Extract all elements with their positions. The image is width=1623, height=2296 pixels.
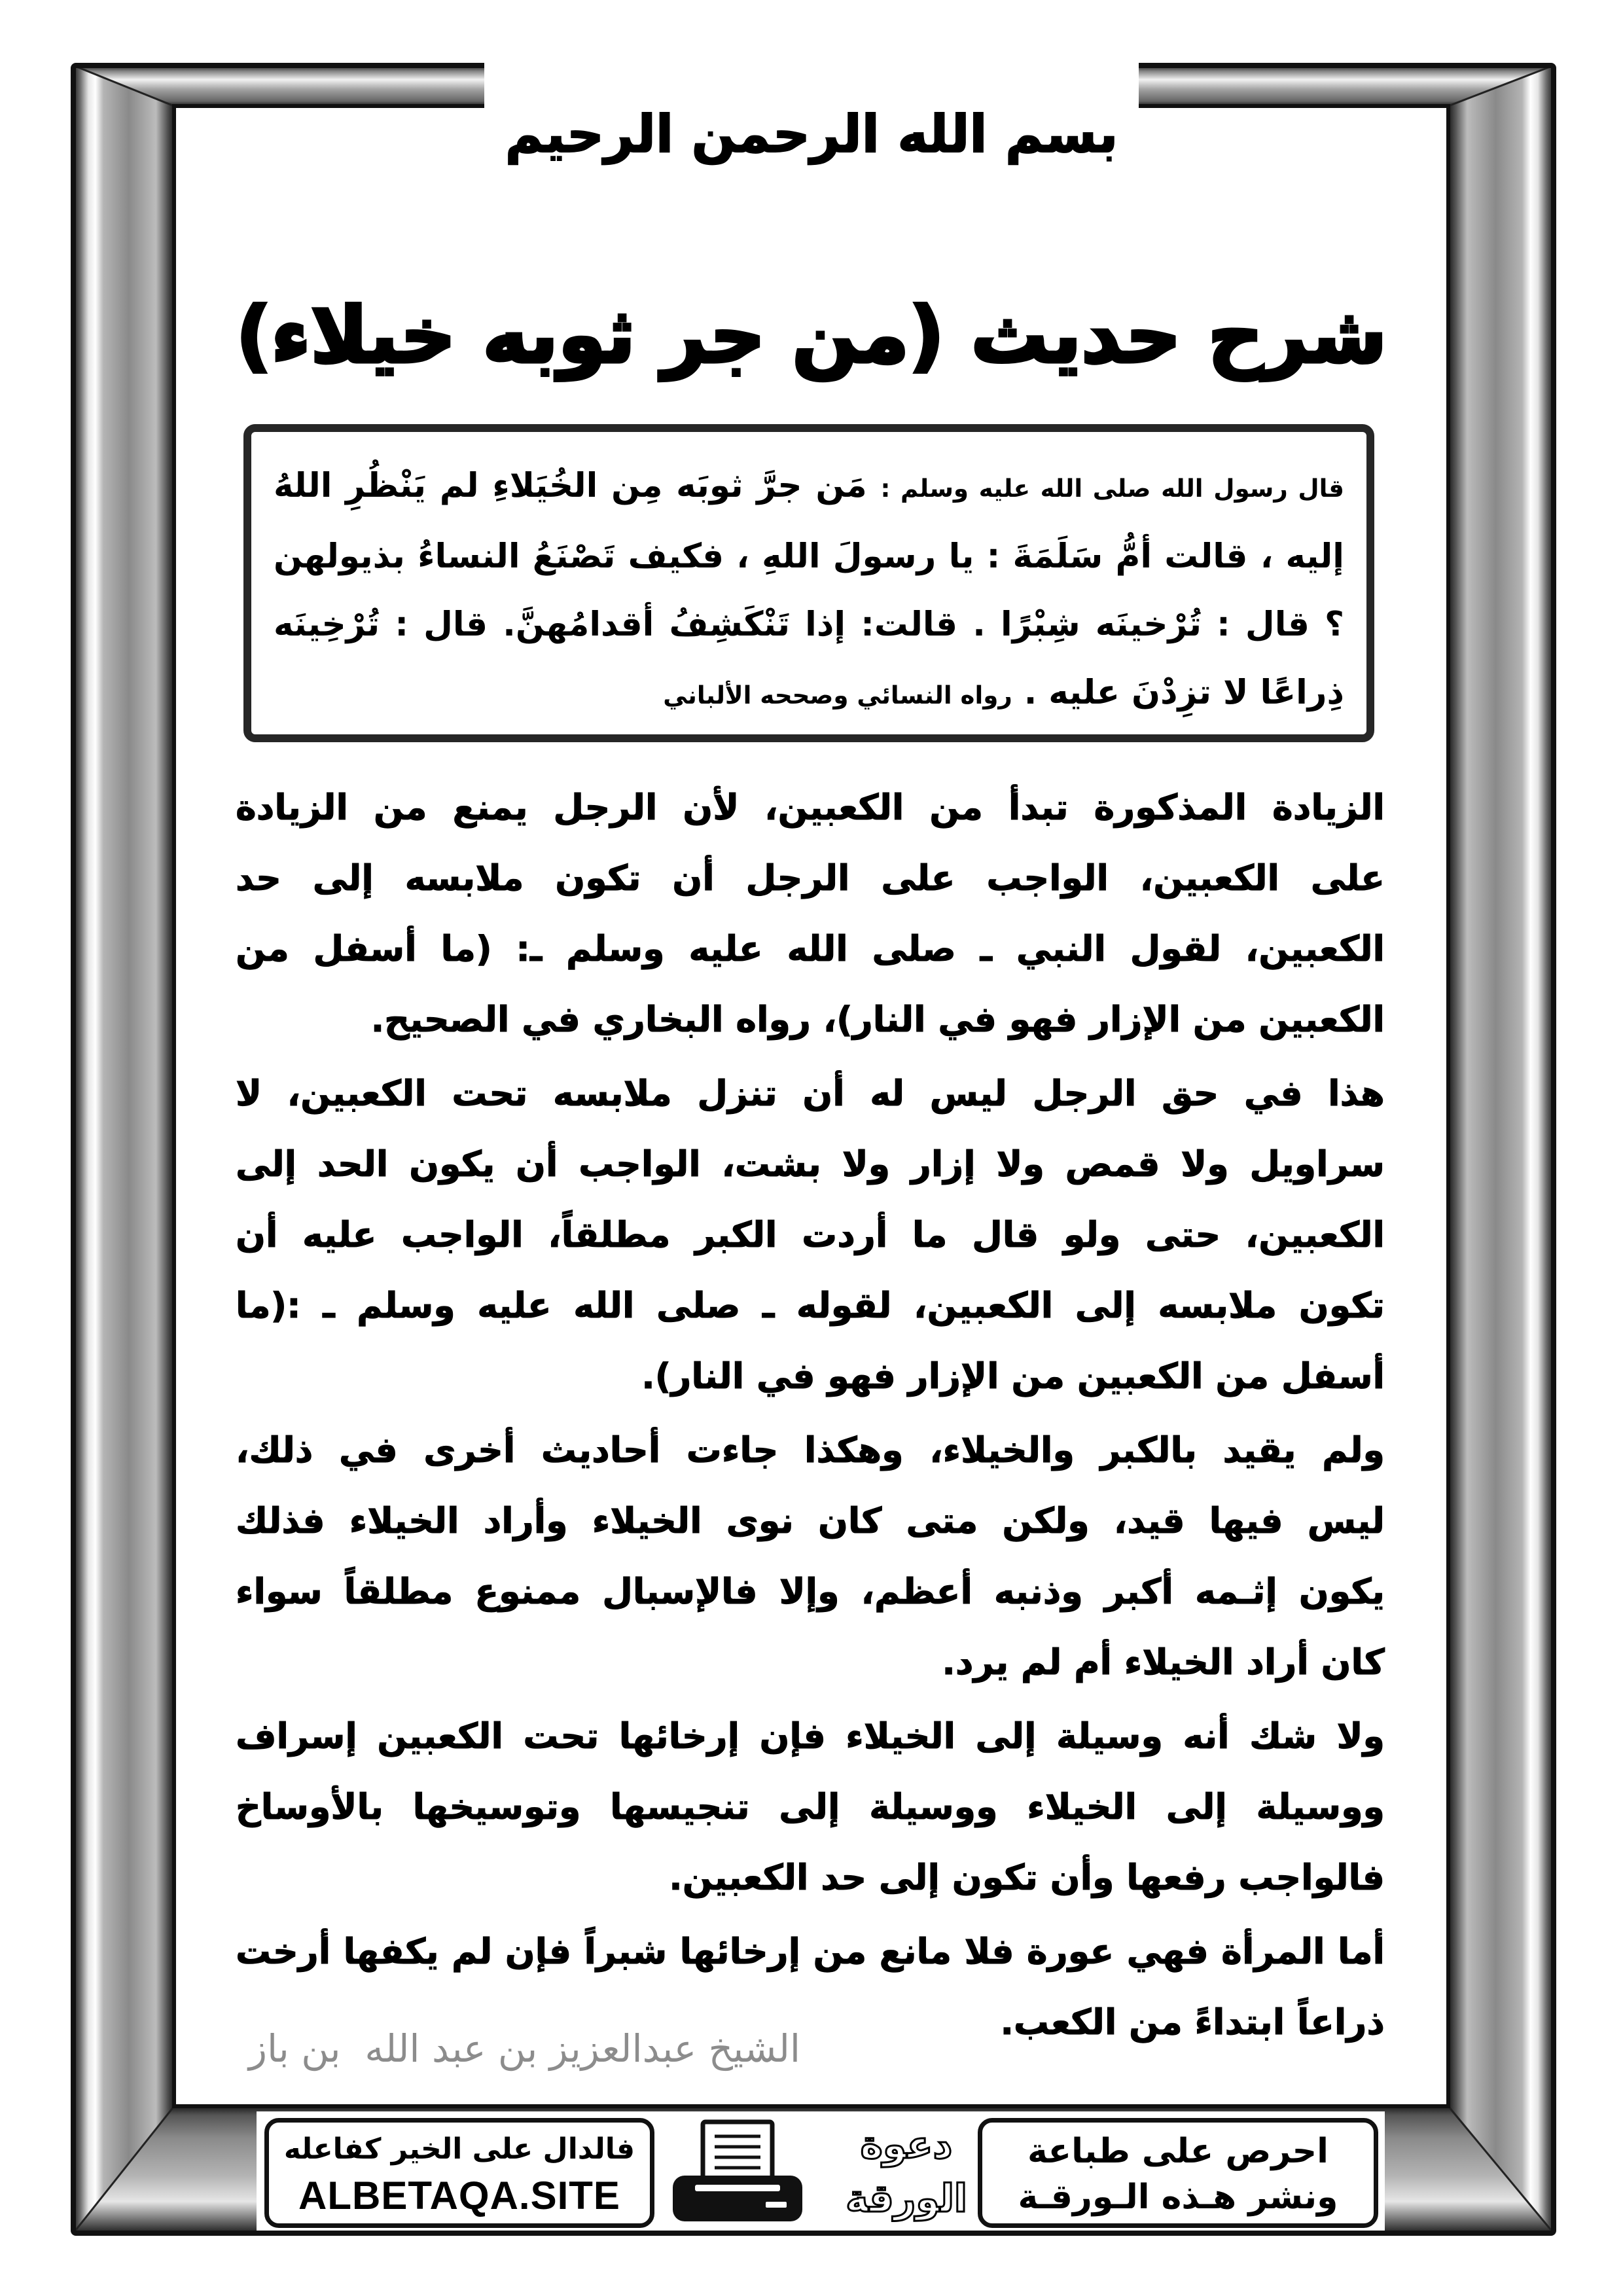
paragraph	[236, 1058, 1385, 1412]
frame-right-bar	[1448, 65, 1554, 2233]
text-line: ولم يقيد بالكبر والخيلاء، وهكذا جاءت أحاديث أخرى في ذلك،	[236, 1429, 1385, 1471]
paragraph	[236, 772, 1385, 1055]
page-title: شرح حديث (من جر ثوبه خيلاء)	[236, 291, 1387, 380]
text-line: الزيادة المذكورة تبدأ من الكعبين، لأن الرجل يمنع من الزيادة	[236, 787, 1385, 828]
logo-line: دعوة	[860, 2123, 953, 2167]
frame-left-bar	[73, 65, 174, 2233]
footer-print-line: احرص على طباعة	[1027, 2132, 1329, 2171]
hadith-text: ذِراعًا لا تزِدْنَ عليه .	[1024, 673, 1344, 712]
hadith-line	[274, 452, 1344, 522]
footer-website: ALBETAQA.SITE	[298, 2174, 620, 2217]
logo-line: الورقة	[846, 2176, 967, 2221]
text-line: أما المرأة فهي عورة فلا مانع من إرخائها شبراً فإن لم يكفها أرخت	[236, 1931, 1385, 1972]
hadith-lead: قال رسول الله صلى الله عليه وسلم :	[880, 474, 1344, 503]
paragraph	[236, 1701, 1385, 1913]
footer-print-box	[978, 2118, 1378, 2228]
text-line: الكعبين، لقول النبي ـ صلى الله عليه وسلم ـ: (ما أسفل من	[236, 928, 1385, 969]
text-line: على الكعبين، الواجب على الرجل أن تكون ملابسه إلى حد	[236, 857, 1385, 899]
text-line: الكعبين من الإزار فهو في النار)، رواه البخاري في الصحيح.	[370, 999, 1385, 1040]
text-line: هذا في حق الرجل ليس له أن تنزل ملابسه تحت الكعبين، لا	[236, 1073, 1385, 1114]
footer-website-box	[264, 2118, 654, 2228]
hadith-box	[243, 424, 1374, 742]
body-text	[236, 772, 1385, 2058]
text-line: أسفل من الكعبين من الإزار فهو في النار).	[641, 1355, 1385, 1397]
text-line: ووسيلة إلى الخيلاء ووسيلة إلى تنجيسها وتوسيخها بالأوساخ	[236, 1786, 1385, 1827]
hadith-text: إليه ، قالت أمُّ سَلَمَةَ : يا رسولَ اللهِ ، فكيف تَصْنَعُ النساءُ بذيولهن	[274, 537, 1344, 576]
footer-motto: فالدال على الخير كفاعله	[283, 2132, 635, 2166]
hadith-line	[274, 590, 1344, 658]
printer-icon	[669, 2118, 806, 2228]
text-line: تكون ملابسه إلى الكعبين، لقوله ـ صلى الله عليه وسلم ـ :(ما	[236, 1285, 1385, 1326]
text-line: سراويل ولا قمص ولا إزار ولا بشت، الواجب أن يكون الحد إلى	[236, 1143, 1385, 1185]
basmala-calligraphy: بسم الله الرحمن الرحيم	[505, 104, 1118, 164]
paragraph	[236, 1415, 1385, 1698]
dawa-logo	[844, 2118, 969, 2228]
text-line: ليس فيها قيد، ولكن متى كان نوى الخيلاء وأراد الخيلاء فذلك	[236, 1500, 1385, 1541]
text-line: يكون إثـمه أكبر وذنبه أعظم، وإلا فالإسبال ممنوع مطلقاً سواء	[236, 1571, 1385, 1612]
hadith-text: مَن جرَّ ثوبَه مِن الخُيَلاءِ لم يَنْظُرِ اللهُ	[274, 466, 867, 505]
author-signature: الشيخ عبدالعزيز بن عبد الله بن باز	[249, 2026, 801, 2071]
hadith-line	[274, 522, 1344, 590]
hadith-line	[274, 658, 1344, 729]
text-line: ولا شك أنه وسيلة إلى الخيلاء فإن إرخائها تحت الكعبين إسراف	[236, 1715, 1385, 1757]
text-line: فالواجب رفعها وأن تكون إلى حد الكعبين.	[669, 1857, 1385, 1898]
text-line: كان أراد الخيلاء أم لم يرد.	[942, 1641, 1385, 1683]
footer-share-line: ونشر هـذه الـورقـة	[1018, 2178, 1338, 2217]
hadith-source: رواه النسائي وصححه الألباني	[663, 681, 1012, 709]
text-line: ذراعاً ابتداءً من الكعب.	[1000, 2001, 1385, 2043]
hadith-text: ؟ قال : تُرْخينَه شِبْرًا . قالت: إذا تَنْكَشِفُ أقدامُهنَّ. قال : تُرْخِينَه	[274, 605, 1344, 644]
text-line: الكعبين، حتى ولو قال ما أردت الكبر مطلقاً، الواجب عليه أن	[236, 1214, 1385, 1255]
